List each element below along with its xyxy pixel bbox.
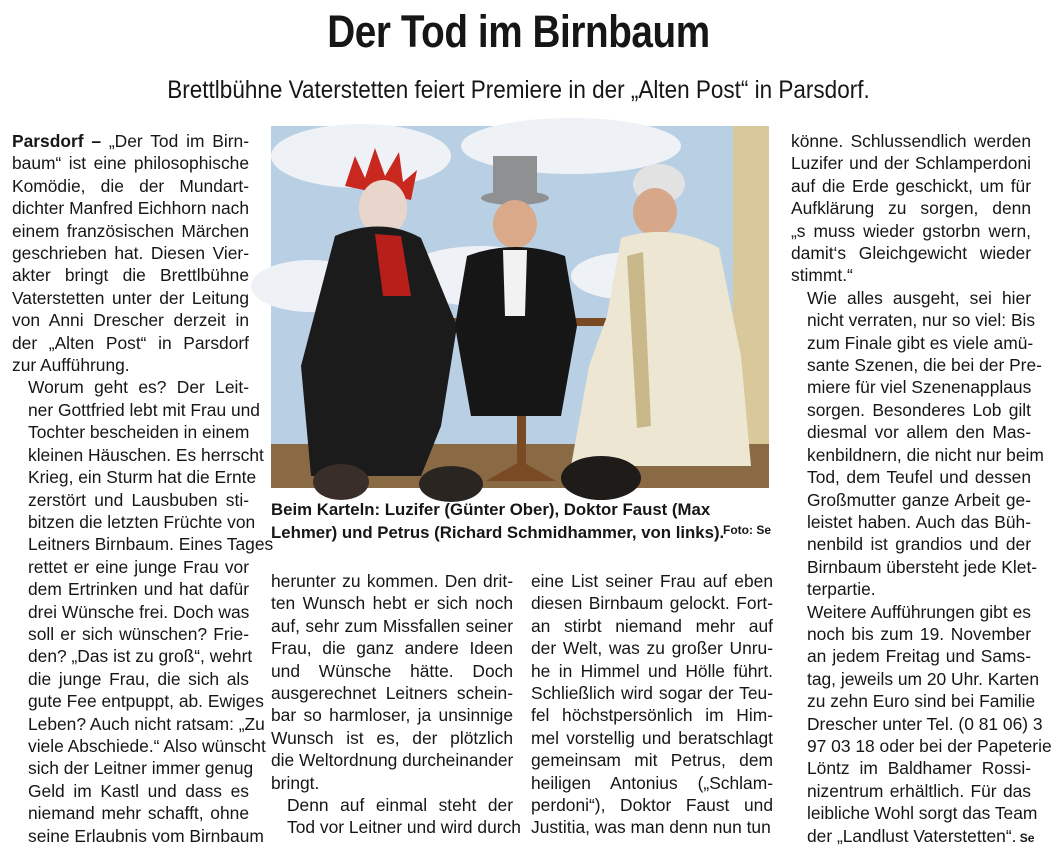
text-line: an stirbt niemand mehr auf — [531, 615, 773, 636]
text-line: auf, sehr zum Missfallen seiner — [271, 615, 513, 636]
text-line: der „Landlust Vaterstetten“. Se — [807, 825, 1035, 846]
text-column-3 — [531, 570, 773, 838]
text-line: nicht verraten, nur so viel: Bis — [807, 310, 1036, 331]
photo-caption — [271, 498, 771, 544]
text-line: fel höchstpersönlich im Him- — [531, 705, 773, 726]
text-line: leibliche Wohl sorgt das Team — [807, 803, 1038, 824]
text-line: Löntz im Baldhamer Rossi- — [807, 758, 1031, 779]
text-line: ner Gottfried lebt mit Frau und — [28, 399, 260, 420]
text-line: Großmutter ganze Arbeit ge- — [807, 489, 1031, 510]
text-line: von Anni Drescher derzeit in — [12, 310, 249, 331]
text-line: Frau, die ganz andere Ideen — [271, 638, 513, 659]
text-line: Wie alles ausgeht, sei hier — [807, 287, 1031, 308]
text-line: dichter Manfred Eichhorn nach — [12, 198, 249, 219]
text-line: Leben? Auch nicht ratsam: „Zu — [28, 713, 265, 734]
paragraph — [791, 130, 1031, 287]
paragraph — [791, 601, 1052, 849]
paragraph — [12, 376, 274, 847]
text-line: Justitia, was man denn nun tun — [531, 817, 771, 838]
text-line: sorgen. Besonderes Lob gilt — [807, 399, 1031, 420]
text-line: nenbild ist grandios und der — [807, 534, 1031, 555]
text-line: einem französischen Märchen — [12, 220, 249, 241]
text-line: kleinen Häuschen. Es herrscht — [28, 444, 264, 465]
text-line: perdoni“), Doktor Faust und — [531, 795, 773, 816]
text-line: miere für viel Szenenapplaus — [807, 377, 1032, 398]
text-line: geschrieben hat. Diesen Vier- — [12, 243, 249, 264]
text-line: ausgerechnet Leitners schein- — [271, 683, 513, 704]
text-line: tag, jeweils um 20 Uhr. Karten — [807, 668, 1039, 689]
text-line: Komödie, die der Mundart- — [12, 175, 249, 196]
stage-scene-illustration — [271, 126, 769, 488]
text-line: zum Finale gibt es viele amü- — [807, 332, 1034, 353]
text-line: terpartie. — [807, 579, 876, 600]
text-line: akter bringt die Brettlbühne — [12, 265, 249, 286]
article-headline: Der Tod im Birnbaum — [327, 6, 710, 57]
text-line: bar so harmloser, ja unsinnige — [271, 705, 513, 726]
text-line: drei Wünsche frei. Doch was — [28, 601, 250, 622]
text-line: damit‘s Gleichgewicht wieder — [791, 243, 1031, 264]
text-line: sante Szenen, die bei der Pre- — [807, 355, 1042, 376]
text-line: seine Erlaubnis vom Birnbaum — [28, 825, 264, 846]
author-signature: Se — [1016, 830, 1035, 845]
text-line: könne. Schlussendlich werden — [791, 131, 1031, 151]
text-line: Worum geht es? Der Leit- — [28, 377, 249, 398]
text-line: Aufklärung zu sorgen, denn — [791, 198, 1031, 219]
text-line: Schließlich wird sogar der Teu- — [531, 683, 773, 704]
text-line: Luzifer und der Schlamperdoni — [791, 153, 1031, 174]
text-column-1 — [12, 130, 274, 846]
text-line: stimmt.“ — [791, 265, 853, 286]
text-line: die junge Frau, die sich als — [28, 668, 249, 689]
text-line: die Weltordnung durcheinander — [271, 750, 514, 771]
text-line: zu zehn Euro sind bei Familie — [807, 691, 1036, 712]
text-column-4 — [791, 130, 1052, 846]
text-line: mel vorstellig und beratschlagt — [531, 727, 773, 748]
text-line: an jedem Freitag und Sams- — [807, 646, 1031, 667]
text-line: auf die Erde geschickt, um für — [791, 175, 1031, 196]
text-line: viele Abschiede.“ Also wünscht — [28, 735, 266, 756]
text-line: der „Alten Post“ in Parsdorf — [12, 332, 249, 353]
text-line: und Wünsche hätte. Doch — [271, 660, 513, 681]
text-line: eine List seiner Frau auf eben — [531, 571, 773, 591]
text-column-2 — [271, 570, 521, 838]
text-line: heiligen Antonius („Schlam- — [531, 772, 773, 793]
caption-text: Beim Karteln: Luzifer (Günter Ober), Doktor Faust (Max Lehmer) und Petrus (Richard Schmidhammer, von links). — [271, 500, 725, 542]
text-line: Krieg, ein Sturm hat die Ernte — [28, 467, 257, 488]
text-line: Denn auf einmal steht der — [287, 795, 513, 816]
text-line: Leitners Birnbaum. Eines Tages — [28, 534, 274, 555]
paragraph — [271, 570, 513, 794]
text-line: Wunsch ist es, der plötzlich — [271, 727, 513, 748]
text-line: leistet haben. Auch das Büh- — [807, 511, 1031, 532]
text-line: Parsdorf – „Der Tod im Birn- — [12, 131, 249, 151]
text-line: zerstört und Lausbuben sti- — [28, 489, 249, 510]
text-line: den? „Das ist zu groß“, wehrt — [28, 646, 253, 667]
text-line: gute Fee entpuppt, ab. Ewiges — [28, 691, 264, 712]
text-line: der Welt, was zu großer Unru- — [531, 638, 773, 659]
text-line: ten Wunsch hebt er sich noch — [271, 593, 513, 614]
article-photo — [271, 126, 769, 488]
paragraph — [12, 130, 249, 376]
text-line: „s muss wieder gstorbn wern, — [791, 220, 1031, 241]
text-line: diesmal vor allem den Mas- — [807, 422, 1031, 443]
text-line: sich der Leitner immer genug — [28, 758, 254, 779]
text-line: bringt. — [271, 772, 320, 793]
text-line: Weitere Aufführungen gibt es — [807, 601, 1031, 622]
text-line: noch bis zum 19. November — [807, 623, 1031, 644]
paragraph — [791, 287, 1044, 601]
paragraph — [271, 794, 521, 839]
text-line: Vaterstetten unter der Leitung — [12, 287, 249, 308]
paragraph — [531, 570, 773, 839]
text-line: niemand mehr schafft, ohne — [28, 803, 249, 824]
text-line: herunter zu kommen. Den drit- — [271, 571, 513, 591]
text-line: nizentrum erhältlich. Für das — [807, 780, 1031, 801]
text-line: Drescher unter Tel. (0 81 06) 3 — [807, 713, 1043, 734]
text-line: dem Ertrinken und hat dafür — [28, 579, 249, 600]
text-line: he in Himmel und Hölle führt. — [531, 660, 773, 681]
text-line: 97 03 18 oder bei der Papeterie — [807, 735, 1052, 756]
text-line: Geld im Kastl und dass es — [28, 780, 249, 801]
text-line: Tod vor Leitner und wird durch — [287, 817, 521, 838]
text-line: kenbildnern, die nicht nur beim — [807, 444, 1044, 465]
text-line: bitzen die letzten Früchte von — [28, 511, 256, 532]
text-line: Tochter bescheiden in einem — [28, 422, 250, 443]
text-line: Birnbaum übersteht jede Klet- — [807, 556, 1038, 577]
text-line: Tod, dem Teufel und dessen — [807, 467, 1031, 488]
text-line: zur Aufführung. — [12, 355, 130, 376]
photo-credit: Foto: Se — [723, 523, 771, 537]
text-line: soll er sich wünschen? Frie- — [28, 623, 249, 644]
text-line: diesen Birnbaum gelockt. Fort- — [531, 593, 773, 614]
text-line: rettet er eine junge Frau vor — [28, 556, 249, 577]
article-subheadline: Brettlbühne Vaterstetten feiert Premiere in der „Alten Post“ in Parsdorf. — [167, 76, 870, 104]
text-line: baum“ ist eine philosophische — [12, 153, 249, 174]
dateline: Parsdorf – — [12, 131, 109, 151]
text-line: gemeinsam mit Petrus, dem — [531, 750, 773, 771]
